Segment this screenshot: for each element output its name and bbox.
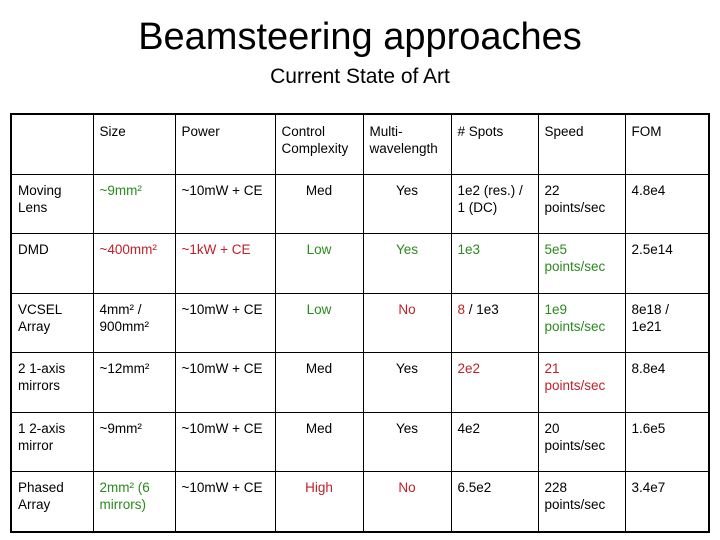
- comparison-table: [10, 113, 710, 533]
- row-label: 1 2-axis mirror: [11, 412, 93, 472]
- header-row: [11, 114, 709, 174]
- speed-cell: 1e9 points/sec: [538, 293, 625, 353]
- size-cell: ~400mm²: [93, 234, 175, 294]
- control-complexity-cell: Med: [275, 174, 363, 234]
- power-cell: ~10mW + CE: [175, 174, 275, 234]
- control-complexity-cell: Med: [275, 412, 363, 472]
- header-cell: [11, 114, 93, 174]
- power-cell: ~10mW + CE: [175, 472, 275, 532]
- size-cell: 2mm² (6 mirrors): [93, 472, 175, 532]
- spots-cell: 1e2 (res.) / 1 (DC): [451, 174, 538, 234]
- control-complexity-cell: Med: [275, 353, 363, 413]
- row-label: Phased Array: [11, 472, 93, 532]
- spots-cell: 4e2: [451, 412, 538, 472]
- speed-cell: 20 points/sec: [538, 412, 625, 472]
- table-row: [11, 174, 709, 234]
- spots-cell: 2e2: [451, 353, 538, 413]
- fom-cell: 4.8e4: [625, 174, 709, 234]
- slide-subtitle: Current State of Art: [270, 65, 450, 88]
- spots-cell: [451, 293, 538, 353]
- fom-cell: 8e18 / 1e21: [625, 293, 709, 353]
- fom-cell: 2.5e14: [625, 234, 709, 294]
- row-label: VCSEL Array: [11, 293, 93, 353]
- table-row: [11, 293, 709, 353]
- spots-cell: 6.5e2: [451, 472, 538, 532]
- power-cell: ~1kW + CE: [175, 234, 275, 294]
- control-complexity-cell: High: [275, 472, 363, 532]
- power-cell: ~10mW + CE: [175, 412, 275, 472]
- size-cell: ~12mm²: [93, 353, 175, 413]
- size-cell: ~9mm²: [93, 174, 175, 234]
- multi-wavelength-cell: No: [363, 293, 451, 353]
- table-row: [11, 353, 709, 413]
- multi-wavelength-cell: Yes: [363, 412, 451, 472]
- header-cell: FOM: [625, 114, 709, 174]
- table-row: [11, 234, 709, 294]
- control-complexity-cell: Low: [275, 293, 363, 353]
- header-cell: # Spots: [451, 114, 538, 174]
- spots-value-high: / 1e3: [465, 301, 499, 317]
- multi-wavelength-cell: Yes: [363, 234, 451, 294]
- fom-cell: 8.8e4: [625, 353, 709, 413]
- multi-wavelength-cell: Yes: [363, 174, 451, 234]
- power-cell: ~10mW + CE: [175, 353, 275, 413]
- size-cell: 4mm² / 900mm²: [93, 293, 175, 353]
- speed-cell: 5e5 points/sec: [538, 234, 625, 294]
- slide-title: Beamsteering approaches: [138, 16, 582, 58]
- spots-value-low: 8: [457, 301, 466, 317]
- control-complexity-cell: Low: [275, 234, 363, 294]
- table-row: [11, 412, 709, 472]
- fom-cell: 1.6e5: [625, 412, 709, 472]
- table-row: [11, 472, 709, 532]
- row-label: 2 1-axis mirrors: [11, 353, 93, 413]
- header-cell: Power: [175, 114, 275, 174]
- spots-cell: 1e3: [451, 234, 538, 294]
- header-cell: Control Complexity: [275, 114, 363, 174]
- header-cell: Speed: [538, 114, 625, 174]
- power-cell: ~10mW + CE: [175, 293, 275, 353]
- multi-wavelength-cell: Yes: [363, 353, 451, 413]
- row-label: DMD: [11, 234, 93, 294]
- speed-cell: 22 points/sec: [538, 174, 625, 234]
- header-cell: Size: [93, 114, 175, 174]
- size-cell: ~9mm²: [93, 412, 175, 472]
- speed-cell: 21 points/sec: [538, 353, 625, 413]
- header-cell: Multi-wavelength: [363, 114, 451, 174]
- multi-wavelength-cell: No: [363, 472, 451, 532]
- fom-cell: 3.4e7: [625, 472, 709, 532]
- row-label: Moving Lens: [11, 174, 93, 234]
- speed-cell: 228 points/sec: [538, 472, 625, 532]
